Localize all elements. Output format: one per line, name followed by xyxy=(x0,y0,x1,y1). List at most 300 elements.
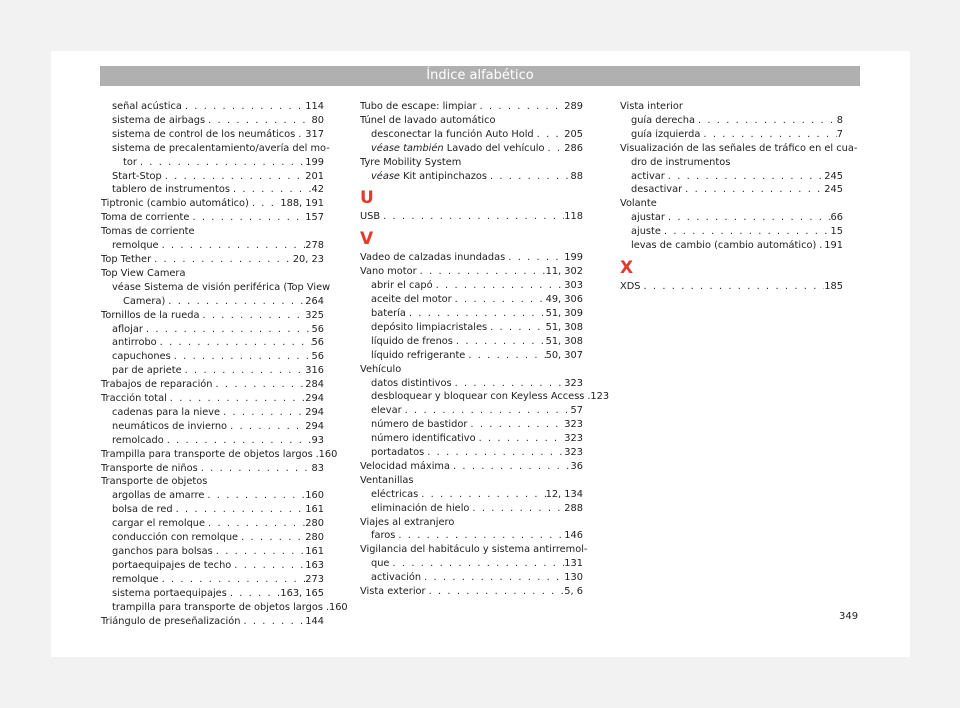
dot-leader xyxy=(406,307,546,321)
index-entry xyxy=(360,404,583,418)
index-letter-heading: X xyxy=(620,257,634,278)
index-entry xyxy=(101,350,324,364)
entry-page-ref: 8 xyxy=(836,114,843,126)
dot-leader xyxy=(249,197,280,211)
entry-page-ref: 185 xyxy=(824,280,843,292)
dot-leader xyxy=(182,100,305,114)
index-entry xyxy=(101,156,324,170)
index-entry xyxy=(360,460,583,474)
index-entry xyxy=(360,128,583,142)
dot-leader xyxy=(143,323,312,337)
dot-leader xyxy=(476,432,565,446)
entry-term: tor xyxy=(123,156,137,168)
index-entry xyxy=(360,142,583,156)
index-letter-heading: V xyxy=(360,229,374,250)
entry-term: levas de cambio (cambio automático) xyxy=(631,240,817,252)
dot-leader xyxy=(227,587,281,601)
entry-term: activación xyxy=(371,572,422,584)
entry-term: trampilla para transporte de objetos largos xyxy=(112,601,323,613)
entry-page-ref: 316 xyxy=(305,365,324,377)
dot-leader xyxy=(477,100,565,114)
dot-leader xyxy=(424,446,564,460)
entry-page-ref: 57 xyxy=(570,405,583,417)
dot-leader xyxy=(380,210,564,224)
entry-page-ref: 323 xyxy=(564,447,583,459)
entry-term: cargar el remolque xyxy=(112,518,206,530)
entry-page-ref: 284 xyxy=(305,379,324,391)
entry-term: ganchos para bolsas xyxy=(112,546,213,557)
dot-leader xyxy=(220,406,305,420)
entry-page-ref: 36 xyxy=(570,460,583,472)
index-entry xyxy=(620,225,843,239)
dot-leader xyxy=(295,128,305,142)
index-letter-heading: U xyxy=(360,188,374,209)
index-entry xyxy=(101,503,324,517)
entry-page-ref: 160 xyxy=(318,448,338,460)
entry-page-ref: 163 xyxy=(305,559,324,571)
dot-leader xyxy=(198,462,312,476)
dot-leader xyxy=(159,573,306,587)
entry-page-ref: 294 xyxy=(305,420,324,432)
entry-page-ref: 245 xyxy=(824,184,843,196)
entry-page-ref: 51, 309 xyxy=(545,307,583,319)
index-entry xyxy=(101,434,324,448)
entry-page-ref: 323 xyxy=(564,377,583,389)
dot-leader xyxy=(205,517,305,531)
dot-leader xyxy=(157,336,312,350)
entry-term: Tyre Mobility System xyxy=(360,156,462,168)
entry-page-ref: 118 xyxy=(564,211,583,223)
dot-leader xyxy=(452,293,546,307)
entry-page-ref: 205 xyxy=(564,128,583,140)
entry-page-ref: 56 xyxy=(311,323,324,335)
index-entry-heading xyxy=(101,142,330,156)
dot-leader xyxy=(395,529,564,543)
entry-term: abrir el capó xyxy=(371,280,433,292)
entry-term: Start-Stop xyxy=(112,170,162,182)
index-entry xyxy=(360,349,583,363)
dot-leader xyxy=(189,211,305,225)
index-entry xyxy=(360,571,583,585)
entry-term: XDS xyxy=(620,280,641,292)
entry-page-ref: 280 xyxy=(305,518,324,530)
dot-leader xyxy=(199,309,305,323)
dot-leader xyxy=(452,377,565,391)
index-entry xyxy=(360,377,583,391)
entry-term: conducción con remolque xyxy=(112,532,239,544)
index-entry-heading xyxy=(360,543,588,557)
entry-term: Transporte de objetos xyxy=(101,476,208,488)
index-entry xyxy=(101,128,324,142)
entry-term: guía izquierda xyxy=(631,128,701,140)
dot-leader xyxy=(700,128,836,142)
entry-page-ref: 144 xyxy=(305,615,324,627)
dot-leader xyxy=(159,239,306,253)
index-entry xyxy=(360,265,583,279)
entry-see-reference: véase también xyxy=(371,142,444,154)
entry-term: eléctricas xyxy=(371,488,419,500)
dot-leader xyxy=(205,114,311,128)
dot-leader xyxy=(665,170,825,184)
entry-term: remolque xyxy=(112,240,159,252)
entry-term: Tubo de escape: limpiar xyxy=(360,101,477,112)
index-entry xyxy=(101,253,324,267)
index-entry xyxy=(101,406,324,420)
dot-leader xyxy=(164,434,312,448)
index-entry xyxy=(101,114,324,128)
index-entry xyxy=(620,211,843,225)
entry-page-ref: 273 xyxy=(305,573,324,585)
entry-term: aflojar xyxy=(112,323,143,335)
entry-term: Visualización de las señales de tráfico en el cua- xyxy=(620,142,858,154)
entry-term: Trampilla para transporte de objetos largos xyxy=(101,448,313,460)
entry-page-ref: 56 xyxy=(311,337,324,349)
entry-term: eliminación de hielo xyxy=(371,502,470,514)
entry-term: número identificativo xyxy=(371,433,476,445)
index-entry xyxy=(360,557,583,571)
entry-term: Transporte de niños xyxy=(101,462,198,474)
entry-page-ref: 191 xyxy=(824,240,843,252)
entry-term: argollas de amarre xyxy=(112,490,205,502)
dot-leader xyxy=(230,183,312,197)
index-entry xyxy=(360,335,583,349)
entry-term: desconectar la función Auto Hold xyxy=(371,128,534,140)
index-entry xyxy=(620,239,843,253)
index-entry xyxy=(360,446,583,460)
dot-leader xyxy=(151,253,293,267)
index-entry xyxy=(360,307,583,321)
index-entry xyxy=(360,321,583,335)
index-entry xyxy=(360,100,583,114)
index-entry xyxy=(360,170,583,184)
dot-leader xyxy=(162,170,306,184)
entry-term: capuchones xyxy=(112,351,171,363)
index-entry xyxy=(360,432,583,446)
entry-page-ref: 130 xyxy=(564,572,583,584)
entry-page-ref: 199 xyxy=(564,252,583,264)
entry-term: Trabajos de reparación xyxy=(101,379,213,391)
entry-term: Toma de corriente xyxy=(101,212,190,224)
index-entry xyxy=(101,197,324,211)
entry-term: tablero de instrumentos xyxy=(112,184,230,196)
entry-term: Túnel de lavado automático xyxy=(360,114,496,126)
entry-page-ref: 188, 191 xyxy=(280,198,324,210)
entry-term: Top View Camera xyxy=(101,267,186,279)
entry-page-ref: 294 xyxy=(305,406,324,418)
index-entry xyxy=(101,392,324,406)
entry-term: líquido de frenos xyxy=(371,335,453,347)
entry-term: Ventanillas xyxy=(360,474,414,486)
entry-term: guía derecha xyxy=(631,114,695,126)
dot-leader xyxy=(816,239,824,253)
index-entry xyxy=(101,309,324,323)
index-entry xyxy=(101,211,324,225)
entry-page-ref: 161 xyxy=(305,504,324,516)
dot-leader xyxy=(465,349,545,363)
dot-leader xyxy=(417,265,546,279)
dot-leader xyxy=(171,350,312,364)
dot-leader xyxy=(426,585,565,599)
entry-term: faros xyxy=(371,530,396,542)
index-column-1 xyxy=(101,100,348,628)
entry-term: Tracción total xyxy=(101,393,167,405)
dot-leader xyxy=(545,142,565,156)
index-entry xyxy=(101,448,338,462)
entry-page-ref: 80 xyxy=(311,114,324,126)
dot-leader xyxy=(640,280,824,294)
entry-page-ref: 161 xyxy=(305,546,324,557)
entry-term: portaequipajes de techo xyxy=(112,559,232,571)
entry-page-ref: 123 xyxy=(590,391,610,403)
index-entry xyxy=(101,517,324,531)
entry-term: depósito limpiacristales xyxy=(371,321,488,333)
index-entry xyxy=(101,183,324,197)
index-entry-heading xyxy=(101,267,324,281)
entry-term: Tornillos de la rueda xyxy=(101,309,200,321)
entry-page-ref: 83 xyxy=(311,462,324,474)
dot-leader xyxy=(402,404,571,418)
index-entry xyxy=(101,336,324,350)
dot-leader xyxy=(182,364,306,378)
index-entry-heading xyxy=(620,100,843,114)
entry-term-target: Lavado del vehículo xyxy=(443,142,545,154)
index-entry xyxy=(101,170,324,184)
entry-term: cadenas para la nieve xyxy=(112,406,221,418)
index-entry xyxy=(360,251,583,265)
entry-term xyxy=(371,170,487,184)
index-entry xyxy=(101,573,324,587)
entry-page-ref: 280 xyxy=(305,532,324,544)
entry-page-ref: 11, 302 xyxy=(545,266,583,278)
entry-page-ref: 49, 306 xyxy=(545,294,583,306)
entry-term: Triángulo de preseñalización xyxy=(101,615,241,627)
entry-page-ref: 50, 307 xyxy=(545,349,583,361)
entry-term: Viajes al extranjero xyxy=(360,516,455,528)
index-entry-heading xyxy=(620,142,858,156)
entry-term: batería xyxy=(371,307,406,319)
dot-leader xyxy=(421,571,564,585)
entry-term: señal acústica xyxy=(112,101,182,112)
dot-leader xyxy=(665,211,831,225)
dot-leader xyxy=(487,321,545,335)
dot-leader xyxy=(695,114,837,128)
entry-term: número de bastidor xyxy=(371,419,468,431)
entry-term: Camera) xyxy=(123,295,166,307)
entry-page-ref: 160 xyxy=(328,601,348,613)
entry-page-ref: 294 xyxy=(305,393,324,405)
index-entry xyxy=(360,529,583,543)
entry-term: véase Sistema de visión periférica (Top View xyxy=(112,281,331,293)
entry-term: remolcado xyxy=(112,434,164,446)
entry-term: Vista exterior xyxy=(360,586,426,598)
entry-term: desbloquear y bloquear con Keyless Access xyxy=(371,391,585,403)
entry-term: sistema de airbags xyxy=(112,114,206,126)
index-entry xyxy=(101,601,348,615)
entry-page-ref: 131 xyxy=(564,558,583,570)
entry-page-ref: 66 xyxy=(830,212,843,224)
dot-leader xyxy=(467,418,564,432)
page-number: 349 xyxy=(839,611,859,622)
dot-leader xyxy=(137,156,305,170)
index-entry xyxy=(101,378,324,392)
index-entry xyxy=(101,420,324,434)
index-entry xyxy=(620,170,843,184)
dot-leader xyxy=(167,392,306,406)
entry-term: dro de instrumentos xyxy=(631,156,731,168)
index-entry xyxy=(101,531,324,545)
dot-leader xyxy=(240,615,305,629)
entry-page-ref: 325 xyxy=(305,309,324,321)
entry-term xyxy=(371,142,545,156)
dot-leader xyxy=(238,531,305,545)
entry-page-ref: 199 xyxy=(305,156,324,168)
dot-leader xyxy=(227,420,305,434)
entry-term: Vigilancia del habitáculo y sistema antirremol- xyxy=(360,544,588,556)
entry-term: portadatos xyxy=(371,447,425,459)
entry-page-ref: 201 xyxy=(305,170,324,182)
entry-term: aceite del motor xyxy=(371,294,452,306)
page-header: Índice alfabético xyxy=(100,66,860,86)
index-entry-heading xyxy=(360,516,583,530)
entry-page-ref: 323 xyxy=(564,433,583,445)
entry-term: antirrobo xyxy=(112,337,157,349)
dot-leader xyxy=(213,378,306,392)
index-entry-heading xyxy=(360,156,583,170)
entry-term: sistema portaequipajes xyxy=(112,587,227,599)
entry-page-ref: 288 xyxy=(564,502,583,514)
entry-page-ref: 15 xyxy=(830,226,843,238)
index-entry xyxy=(360,390,610,404)
dot-leader xyxy=(418,488,545,502)
index-entry xyxy=(101,462,324,476)
entry-page-ref: 157 xyxy=(305,212,324,224)
entry-term: líquido refrigerante xyxy=(371,349,466,361)
dot-leader xyxy=(173,503,306,517)
dot-leader xyxy=(469,502,564,516)
index-entry xyxy=(360,418,583,432)
index-entry xyxy=(360,279,583,293)
entry-page-ref: 93 xyxy=(311,434,324,446)
entry-term: bolsa de red xyxy=(112,504,173,516)
entry-term: Top Tether xyxy=(101,253,152,265)
entry-term: desactivar xyxy=(631,184,683,196)
dot-leader xyxy=(534,128,565,142)
dot-leader xyxy=(505,251,564,265)
dot-leader xyxy=(433,279,565,293)
entry-term: par de apriete xyxy=(112,365,182,377)
entry-term: neumáticos de invierno xyxy=(112,420,228,432)
entry-term: sistema de control de los neumáticos xyxy=(112,128,296,140)
index-entry xyxy=(360,293,583,307)
entry-term: activar xyxy=(631,170,665,182)
dot-leader xyxy=(487,170,571,184)
index-entry xyxy=(101,587,324,601)
entry-page-ref: 160 xyxy=(305,490,324,502)
entry-page-ref: 146 xyxy=(564,530,583,542)
dot-leader xyxy=(450,460,571,474)
index-entry-heading xyxy=(101,281,331,295)
index-entry-heading xyxy=(360,114,583,128)
dot-leader xyxy=(204,489,305,503)
index-entry xyxy=(620,114,843,128)
entry-term: Vadeo de calzadas inundadas xyxy=(360,252,506,264)
dot-leader xyxy=(661,225,831,239)
entry-page-ref: 7 xyxy=(836,128,843,140)
entry-term: elevar xyxy=(371,405,402,417)
entry-term: Vehículo xyxy=(360,363,402,375)
entry-term: ajustar xyxy=(631,212,665,224)
index-entry xyxy=(360,585,583,599)
index-entry xyxy=(101,559,324,573)
index-entry-heading xyxy=(620,197,843,211)
index-entry-heading xyxy=(101,475,324,489)
index-entry xyxy=(101,545,324,559)
index-entry xyxy=(101,489,324,503)
index-entry xyxy=(101,295,324,309)
entry-page-ref: 286 xyxy=(564,142,583,154)
entry-term: Velocidad máxima xyxy=(360,460,450,472)
entry-page-ref: 42 xyxy=(311,184,324,196)
index-entry-heading xyxy=(101,225,324,239)
index-entry xyxy=(101,364,324,378)
entry-term: datos distintivos xyxy=(371,377,452,389)
dot-leader xyxy=(231,559,305,573)
index-entry xyxy=(620,183,843,197)
index-entry xyxy=(101,239,324,253)
index-entry-heading xyxy=(360,363,583,377)
entry-page-ref: 303 xyxy=(564,280,583,292)
dot-leader xyxy=(213,545,306,559)
entry-page-ref: 51, 308 xyxy=(545,321,583,333)
entry-term: Vista interior xyxy=(620,101,683,112)
entry-term: Tiptronic (cambio automático) xyxy=(101,198,249,210)
index-entry xyxy=(101,323,324,337)
index-entry xyxy=(360,210,583,224)
entry-page-ref: 289 xyxy=(564,101,583,112)
entry-page-ref: 264 xyxy=(305,295,324,307)
dot-leader xyxy=(682,183,824,197)
entry-page-ref: 88 xyxy=(570,170,583,182)
entry-term: USB xyxy=(360,211,381,223)
dot-leader xyxy=(389,557,564,571)
entry-term: ajuste xyxy=(631,226,661,238)
entry-see-reference: véase xyxy=(371,170,400,182)
entry-page-ref: 56 xyxy=(311,351,324,363)
entry-page-ref: 20, 23 xyxy=(292,253,324,265)
dot-leader xyxy=(453,335,546,349)
entry-page-ref: 278 xyxy=(305,240,324,252)
entry-term: que xyxy=(371,558,390,570)
entry-page-ref: 51, 308 xyxy=(545,335,583,347)
entry-term: Volante xyxy=(620,198,657,210)
entry-term: remolque xyxy=(112,573,159,585)
entry-term: Vano motor xyxy=(360,266,417,278)
entry-page-ref: 317 xyxy=(305,128,324,140)
entry-page-ref: 163, 165 xyxy=(280,587,324,599)
index-entry-heading xyxy=(620,156,843,170)
index-entry xyxy=(101,615,324,629)
entry-term: Tomas de corriente xyxy=(101,226,195,238)
index-entry xyxy=(360,488,583,502)
dot-leader xyxy=(165,295,305,309)
entry-page-ref: 5, 6 xyxy=(564,586,583,598)
entry-term: sistema de precalentamiento/avería del mo- xyxy=(112,142,330,154)
entry-page-ref: 114 xyxy=(305,101,324,112)
entry-term-target: Kit antipinchazos xyxy=(399,170,487,182)
index-entry xyxy=(620,128,843,142)
index-entry xyxy=(360,502,583,516)
entry-page-ref: 12, 134 xyxy=(545,488,583,500)
